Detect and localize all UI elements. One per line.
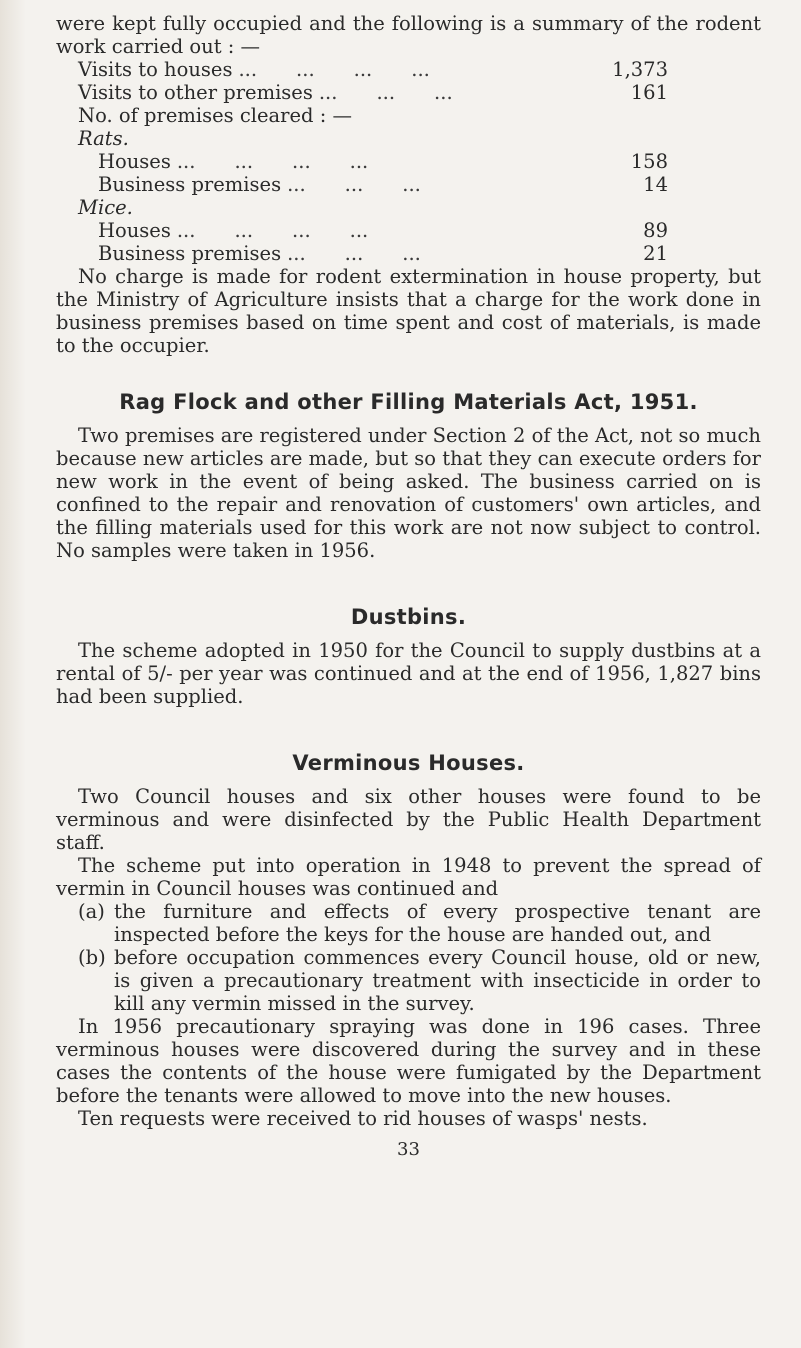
item-marker: (a) (78, 900, 105, 923)
table-row (56, 150, 668, 173)
table-row (56, 58, 668, 81)
document-page (56, 12, 761, 1161)
dustbins-body: The scheme adopted in 1950 for the Council to supply dustbins at a rental of 5/- per year was continued and at the end of 1956, 1,827 bins had been supplied. (56, 639, 761, 708)
rodent-charge-note: No charge is made for rodent extermination in house property, but the Ministry of Agriculture insists that a charge for the work done in business premises based on time spent and cost of materials, is made to the occupier. (56, 265, 761, 357)
item-text: before occupation commences every Council house, old or new, is given a precautionary treatment with insecticide in order to kill any vermin missed in the survey. (114, 946, 761, 1015)
verminous-para-1: Two Council houses and six other houses were found to be verminous and were disinfected by the Public Health Department staff. (56, 785, 761, 854)
row-label: Houses (98, 219, 171, 242)
item-marker: (b) (78, 946, 106, 969)
page-edge-shadow (0, 0, 26, 1348)
dustbins-heading: Dustbins. (350, 605, 467, 629)
leader-dots: ... ... ... ... (176, 219, 369, 242)
rodent-summary-table (56, 58, 761, 265)
list-item (56, 900, 761, 946)
table-row (56, 219, 668, 242)
row-label: Business premises (98, 242, 282, 265)
row-value: 21 (643, 242, 668, 265)
row-value: 89 (643, 219, 668, 242)
verminous-para-3: In 1956 precautionary spraying was done in 196 cases. Three verminous houses were discovered during the survey and in these cases the contents of the house were fumigated by the Department before the tenants were allowed to move into the new houses. (56, 1015, 761, 1107)
table-row (56, 104, 668, 127)
rag-flock-heading: Rag Flock and other Filling Materials Act, 1951. (119, 390, 698, 414)
mice-subheading: Mice. (78, 196, 133, 219)
leader-dots: ... ... ... (287, 173, 421, 196)
row-value: 161 (630, 81, 668, 104)
item-text: the furniture and effects of every prospective tenant are inspected before the keys for the house are handed out, and (114, 900, 761, 946)
verminous-heading: Verminous Houses. (292, 751, 525, 775)
table-row (56, 173, 668, 196)
rag-flock-body: Two premises are registered under Section 2 of the Act, not so much because new articles are made, but so that they can execute orders for new work in the event of being asked. The business carried on is confined to the repair and renovation of customers' own articles, and the filling materials used for this work are not now subject to control. No samples were taken in 1956. (56, 424, 761, 562)
table-row (56, 81, 668, 104)
row-value: 1,373 (612, 58, 668, 81)
row-label: Houses (98, 150, 171, 173)
leader-dots: ... ... ... ... (238, 58, 430, 81)
row-value: 158 (630, 150, 668, 173)
leader-dots: ... ... ... (318, 81, 453, 104)
row-label: Visits to houses (78, 58, 233, 81)
rodent-intro: were kept fully occupied and the following is a summary of the rodent work carried out : — (56, 12, 761, 58)
verminous-para-4: Ten requests were received to rid houses of wasps' nests. (78, 1107, 648, 1130)
verminous-para-2: The scheme put into operation in 1948 to prevent the spread of vermin in Council houses was continued and (56, 854, 761, 900)
table-row (56, 242, 668, 265)
row-label: Visits to other premises (78, 81, 313, 104)
cleared-label: No. of premises cleared : — (78, 104, 352, 127)
leader-dots: ... ... ... (287, 242, 421, 265)
row-label: Business premises (98, 173, 282, 196)
leader-dots: ... ... ... ... (176, 150, 369, 173)
page-number: 33 (397, 1139, 420, 1160)
list-item (56, 946, 761, 1015)
row-value: 14 (643, 173, 668, 196)
rats-subheading: Rats. (78, 127, 129, 150)
